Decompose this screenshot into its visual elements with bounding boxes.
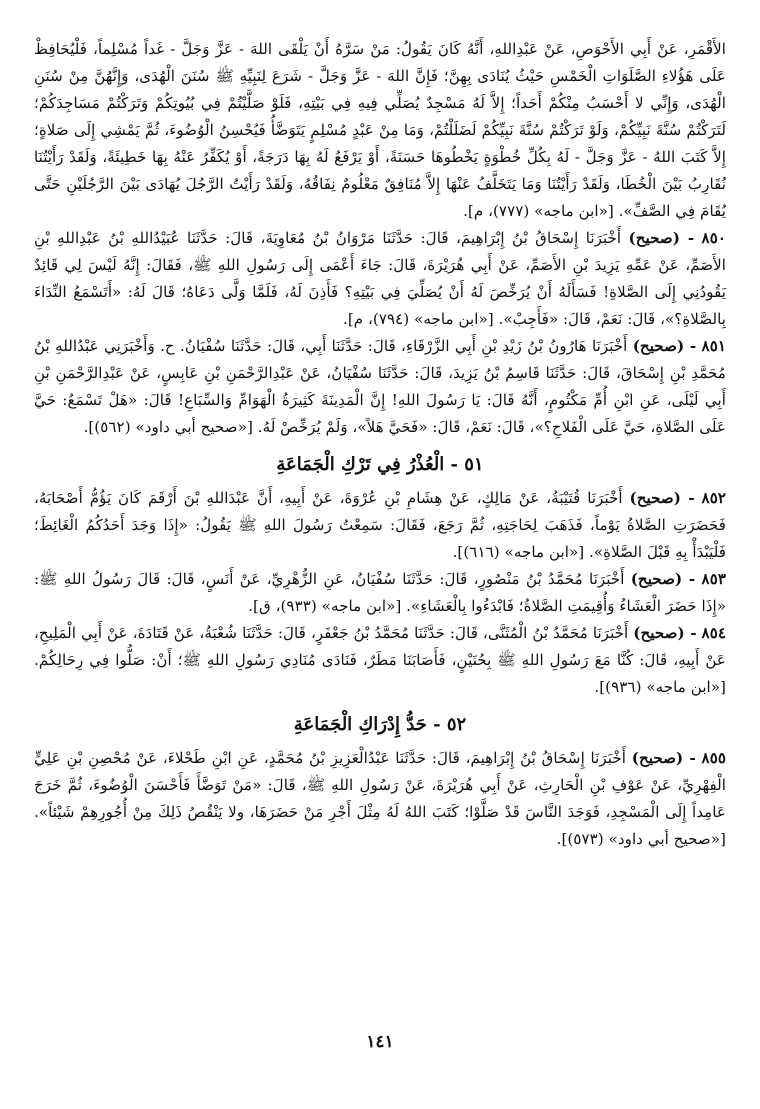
hadith-853-text: أَخْبَرَنَا مُحَمَّدُ بْنُ مَنْصُورٍ، قَالَ: حَدَّثَنَا سُفْيَانُ، عَنِ الزُّهْرِيِّ، عَنْ أَنَسٍ، قَالَ: قَالَ رَسُولُ اللهِ ﷺ: «إِذَا حَضَرَ الْعَشَاءُ وَأُقِيمَتِ الصَّلاةُ؛ فَابْدَءُوا بِالْعَشَاءِ». [«ابن ماجه» (٩٣٣)، ق]. <box>34 570 726 615</box>
hadith-854-number: ٨٥٤ <box>701 624 727 642</box>
hadith-851: ٨٥١ - (صحيح) أَخْبَرَنَا هَارُونُ بْنُ زَيْدِ بْنِ أَبِي الزَّرْقَاءِ، قَالَ: حَدَّثَنَا أَبِي، قَالَ: حَدَّثَنَا سُفْيَانُ. ح. وَأَخْبَرَنِي عَبْدُاللهِ بْنُ مُحَمَّدِ بْنِ إِسْحَاقَ، قَالَ: حَدَّثَنَا قَاسِمُ بْنُ يَزِيدَ، قَالَ: حَدَّثَنَا سُفْيَانُ، عَنْ عَبْدِالرَّحْمَنِ بْنِ عَابِسٍ، عَنْ عَبْدِالرَّحْمَنِ بْنِ أَبِي لَيْلَى، عَنِ ابْنِ أُمِّ مَكْتُومٍ، أَنَّهُ قَالَ: يَا رَسُولَ اللهِ! إِنَّ الْمَدِينَةَ كَثِيرَةُ الْهَوَامِّ وَالسِّبَاعِ! قَالَ: «هَلْ تَسْمَعُ: حَيَّ عَلَى الصَّلاةِ، حَيَّ عَلَى الْفَلاحِ؟»، قَالَ: نَعَمْ، قَالَ: «فَحَيَّ هَلاً»، وَلَمْ يُرَخِّصْ لَهُ. [«صحيح أبي داود» (٥٦٢)]. <box>34 337 727 436</box>
page-number: ١٤١ <box>366 1032 394 1052</box>
hadith-852-number: ٨٥٢ <box>701 489 727 507</box>
hadith-850-grade: (صحيح) <box>628 229 680 247</box>
hadith-851-text: أَخْبَرَنَا هَارُونُ بْنُ زَيْدِ بْنِ أَبِي الزَّرْقَاءِ، قَالَ: حَدَّثَنَا أَبِي، قَالَ: حَدَّثَنَا سُفْيَانُ. ح. وَأَخْبَرَنِي عَبْدُاللهِ بْنُ مُحَمَّدِ بْنِ إِسْحَاقَ، قَالَ: حَدَّثَنَا قَاسِمُ بْنُ يَزِيدَ، قَالَ: حَدَّثَنَا سُفْيَانُ، عَنْ عَبْدِالرَّحْمَنِ بْنِ عَابِسٍ، عَنْ عَبْدِالرَّحْمَنِ بْنِ أَبِي لَيْلَى، عَنِ ابْنِ أُمِّ مَكْتُومٍ، أَنَّهُ قَالَ: يَا رَسُولَ اللهِ! إِنَّ الْمَدِينَةَ كَثِيرَةُ الْهَوَامِّ وَالسِّبَاعِ! قَالَ: «هَلْ تَسْمَعُ: حَيَّ عَلَى الصَّلاةِ، حَيَّ عَلَى الْفَلاحِ؟»، قَالَ: نَعَمْ، قَالَ: «فَحَيَّ هَلاً»، وَلَمْ يُرَخِّصْ لَهُ. [«صحيح أبي داود» (٥٦٢)]. <box>34 337 726 436</box>
hadith-851-number: ٨٥١ <box>701 337 727 355</box>
hadith-852: ٨٥٢ - (صحيح) أَخْبَرَنَا قُتَيْبَةُ، عَنْ مَالِكٍ، عَنْ هِشَامِ بْنِ عُرْوَةَ، عَنْ أَبِيهِ، أَنَّ عَبْدَاللهِ بْنَ أَرْقَمَ كَانَ يَؤُمُّ أَصْحَابَهُ، فَحَضَرَتِ الصَّلاةُ يَوْماً، فَذَهَبَ لِحَاجَتِهِ، ثُمَّ رَجَعَ، فَقَالَ: سَمِعْتُ رَسُولَ اللهِ ﷺ يَقُولُ: «إِذَا وَجَدَ أَحَدُكُمُ الْغَائِطَ؛ فَلْيَبْدَأْ بِهِ قَبْلَ الصَّلاةِ». [«ابن ماجه» (٦١٦)]. <box>34 489 727 561</box>
hadith-853-number: ٨٥٣ <box>701 570 727 588</box>
hadith-853: ٨٥٣ - (صحيح) أَخْبَرَنَا مُحَمَّدُ بْنُ مَنْصُورٍ، قَالَ: حَدَّثَنَا سُفْيَانُ، عَنِ الزُّهْرِيِّ، عَنْ أَنَسٍ، قَالَ: قَالَ رَسُولُ اللهِ ﷺ: «إِذَا حَضَرَ الْعَشَاءُ وَأُقِيمَتِ الصَّلاةُ؛ فَابْدَءُوا بِالْعَشَاءِ». [«ابن ماجه» (٩٣٣)، ق]. <box>34 570 727 615</box>
hadith-849-text: الأَقْمَرِ، عَنْ أَبِي الأَحْوَصِ، عَنْ عَبْدِاللهِ، أَنَّهُ كَانَ يَقُولُ: مَنْ سَرَّهُ أَنْ يَلْقَى اللهَ - عَزَّ وَجَلَّ - غَداً مُسْلِماً، فَلْيُحَافِظْ عَلَى هَؤُلاءِ الصَّلَوَاتِ الْخَمْسِ حَيْثُ يُنَادَى بِهِنَّ؛ فَإِنَّ اللهَ - عَزَّ وَجَلَّ - شَرَعَ لِنَبِيِّهِ ﷺ سُنَنَ الْهُدَى، وَإِنَّهُنَّ مِنْ سُنَنِ الْهُدَى، وَإِنِّي لا أَحْسَبُ مِنْكُمْ أَحَداً؛ إِلاَّ لَهُ مَسْجِدٌ يُصَلِّي فِيهِ فِي بَيْتِهِ، فَلَوْ صَلَّيْتُمْ فِي بُيُوتِكُمْ وَتَرَكْتُمْ مَسَاجِدَكُمْ؛ لَتَرَكْتُمْ سُنَّةَ نَبِيِّكُمْ، وَلَوْ تَرَكْتُمْ سُنَّةَ نَبِيِّكُمْ لَضَلَلْتُمْ، وَمَا مِنْ عَبْدٍ مُسْلِمٍ يَتَوَضَّأُ فَيُحْسِنُ الْوُضُوءَ، ثُمَّ يَمْشِي إِلَى صَلاةٍ؛ إِلاَّ كَتَبَ اللهُ - عَزَّ وَجَلَّ - لَهُ بِكُلِّ خُطْوَةٍ يَخْطُوهَا حَسَنَةً، أَوْ يَرْفَعُ لَهُ بِهَا دَرَجَةً، أَوْ يُكَفِّرُ عَنْهُ بِهَا خَطِيئَةً، وَلَقَدْ رَأَيْتُنَا نُقَارِبُ بَيْنَ الْخُطَا، وَلَقَدْ رَأَيْتُنَا وَمَا يَتَخَلَّفُ عَنْهَا إِلاَّ مُنَافِقٌ مَعْلُومٌ نِفَاقُهُ، وَلَقَدْ رَأَيْتُ الرَّجُلَ يُهَادَى بَيْنَ الرَّجُلَيْنِ حَتَّى يُقَامَ فِي الصَّفِّ». [«ابن ماجه» (٧٧٧)، م]. <box>34 40 726 220</box>
section-heading-51: ٥١ - الْعُذْرُ فِي تَرْكِ الْجَمَاعَةِ <box>276 454 484 475</box>
hadith-850: ٨٥٠ - (صحيح) أَخْبَرَنَا إِسْحَاقُ بْنُ إِبْرَاهِيمَ، قَالَ: حَدَّثَنَا مَرْوَانُ بْنُ مُعَاوِيَةَ، قَالَ: حَدَّثَنَا عُبَيْدُاللهِ بْنُ عَبْدِاللهِ بْنِ الأَصَمِّ، عَنْ عَمِّهِ يَزِيدَ بْنِ الأَصَمِّ، عَنْ أَبِي هُرَيْرَةَ، قَالَ: جَاءَ أَعْمَى إِلَى رَسُولِ اللهِ ﷺ، فَقَالَ: إِنَّهُ لَيْسَ لِي قَائِدٌ يَقُودُنِي إِلَى الصَّلاةِ! فَسَأَلَهُ أَنْ يُرَخِّصَ لَهُ أَنْ يُصَلِّيَ فِي بَيْتِهِ؟ فَأَذِنَ لَهُ، فَلَمَّا وَلَّى دَعَاهُ؛ قَالَ لَهُ: «أَتَسْمَعُ النِّدَاءَ بِالصَّلاةِ؟»، قَالَ: نَعَمْ، قَالَ: «فَأَجِبْ». [«ابن ماجه» (٧٩٤)، م]. <box>34 229 727 328</box>
hadith-855-grade: (صحيح) <box>631 749 684 767</box>
hadith-852-grade: (صحيح) <box>629 489 681 507</box>
hadith-850-text: أَخْبَرَنَا إِسْحَاقُ بْنُ إِبْرَاهِيمَ، قَالَ: حَدَّثَنَا مَرْوَانُ بْنُ مُعَاوِيَةَ، قَالَ: حَدَّثَنَا عُبَيْدُاللهِ بْنُ عَبْدِاللهِ بْنِ الأَصَمِّ، عَنْ عَمِّهِ يَزِيدَ بْنِ الأَصَمِّ، عَنْ أَبِي هُرَيْرَةَ، قَالَ: جَاءَ أَعْمَى إِلَى رَسُولِ اللهِ ﷺ، فَقَالَ: إِنَّهُ لَيْسَ لِي قَائِدٌ يَقُودُنِي إِلَى الصَّلاةِ! فَسَأَلَهُ أَنْ يُرَخِّصَ لَهُ أَنْ يُصَلِّيَ فِي بَيْتِهِ؟ فَأَذِنَ لَهُ، فَلَمَّا وَلَّى دَعَاهُ؛ قَالَ لَهُ: «أَتَسْمَعُ النِّدَاءَ بِالصَّلاةِ؟»، قَالَ: نَعَمْ، قَالَ: «فَأَجِبْ». [«ابن ماجه» (٧٩٤)، م]. <box>34 229 726 328</box>
hadith-851-grade: (صحيح) <box>632 337 685 355</box>
hadith-855: ٨٥٥ - (صحيح) أَخْبَرَنَا إِسْحَاقُ بْنُ إِبْرَاهِيمَ، قَالَ: حَدَّثَنَا عَبْدُالْعَزِيزِ بْنُ مُحَمَّدٍ، عَنِ ابْنِ طَحْلاءَ، عَنْ مُحْصِنِ بْنِ عَلِيٍّ الْفِهْرِيِّ، عَنْ عَوْفِ بْنِ الْحَارِثِ، عَنْ أَبِي هُرَيْرَةَ، عَنْ رَسُولِ اللهِ ﷺ، قَالَ: «مَنْ تَوَضَّأَ فَأَحْسَنَ الْوُضُوءَ، ثُمَّ خَرَجَ عَامِداً إِلَى الْمَسْجِدِ، فَوَجَدَ النَّاسَ قَدْ صَلَّوْا؛ كَتَبَ اللهُ لَهُ مِثْلَ أَجْرِ مَنْ حَضَرَهَا، ولا يَنْقُصُ ذَلِكَ مِنْ أُجُورِهِمْ شَيْئاً». [«صحيح أبي داود» (٥٧٣)]. <box>34 749 727 848</box>
hadith-854-grade: (صحيح) <box>633 624 685 642</box>
hadith-853-grade: (صحيح) <box>630 570 683 588</box>
hadith-852-text: أَخْبَرَنَا قُتَيْبَةُ، عَنْ مَالِكٍ، عَنْ هِشَامِ بْنِ عُرْوَةَ، عَنْ أَبِيهِ، أَنَّ عَبْدَاللهِ بْنَ أَرْقَمَ كَانَ يَؤُمُّ أَصْحَابَهُ، فَحَضَرَتِ الصَّلاةُ يَوْماً، فَذَهَبَ لِحَاجَتِهِ، ثُمَّ رَجَعَ، فَقَالَ: سَمِعْتُ رَسُولَ اللهِ ﷺ يَقُولُ: «إِذَا وَجَدَ أَحَدُكُمُ الْغَائِطَ؛ فَلْيَبْدَأْ بِهِ قَبْلَ الصَّلاةِ». [«ابن ماجه» (٦١٦)]. <box>34 489 726 561</box>
hadith-850-number: ٨٥٠ <box>701 229 727 247</box>
hadith-855-number: ٨٥٥ <box>701 749 727 767</box>
hadith-849-continuation <box>34 36 726 225</box>
hadith-855-text: أَخْبَرَنَا إِسْحَاقُ بْنُ إِبْرَاهِيمَ، قَالَ: حَدَّثَنَا عَبْدُالْعَزِيزِ بْنُ مُحَمَّدٍ، عَنِ ابْنِ طَحْلاءَ، عَنْ مُحْصِنِ بْنِ عَلِيٍّ الْفِهْرِيِّ، عَنْ عَوْفِ بْنِ الْحَارِثِ، عَنْ أَبِي هُرَيْرَةَ، عَنْ رَسُولِ اللهِ ﷺ، قَالَ: «مَنْ تَوَضَّأَ فَأَحْسَنَ الْوُضُوءَ، ثُمَّ خَرَجَ عَامِداً إِلَى الْمَسْجِدِ، فَوَجَدَ النَّاسَ قَدْ صَلَّوْا؛ كَتَبَ اللهُ لَهُ مِثْلَ أَجْرِ مَنْ حَضَرَهَا، ولا يَنْقُصُ ذَلِكَ مِنْ أُجُورِهِمْ شَيْئاً». [«صحيح أبي داود» (٥٧٣)]. <box>34 749 726 848</box>
page-body <box>34 36 726 853</box>
hadith-854-text: أَخْبَرَنَا مُحَمَّدُ بْنُ الْمُثَنَّى، قَالَ: حَدَّثَنَا مُحَمَّدُ بْنُ جَعْفَرٍ، قَالَ: حَدَّثَنَا شُعْبَةُ، عَنْ قَتَادَةَ، عَنْ أَبِي الْمَلِيحِ، عَنْ أَبِيهِ، قَالَ: كُنَّا مَعَ رَسُولِ اللهِ ﷺ بِحُنَيْنٍ، فَأَصَابَنَا مَطَرٌ، فَنَادَى مُنَادِي رَسُولِ اللهِ ﷺ؛ أَنْ: صَلُّوا فِي رِحَالِكُمْ. [«ابن ماجه» (٩٣٦)]. <box>34 624 726 696</box>
section-heading-52: ٥٢ - حَدُّ إِدْرَاكِ الْجَمَاعَةِ <box>293 714 467 735</box>
hadith-854: ٨٥٤ - (صحيح) أَخْبَرَنَا مُحَمَّدُ بْنُ الْمُثَنَّى، قَالَ: حَدَّثَنَا مُحَمَّدُ بْنُ جَعْفَرٍ، قَالَ: حَدَّثَنَا شُعْبَةُ، عَنْ قَتَادَةَ، عَنْ أَبِي الْمَلِيحِ، عَنْ أَبِيهِ، قَالَ: كُنَّا مَعَ رَسُولِ اللهِ ﷺ بِحُنَيْنٍ، فَأَصَابَنَا مَطَرٌ، فَنَادَى مُنَادِي رَسُولِ اللهِ ﷺ؛ أَنْ: صَلُّوا فِي رِحَالِكُمْ. [«ابن ماجه» (٩٣٦)]. <box>34 624 727 696</box>
